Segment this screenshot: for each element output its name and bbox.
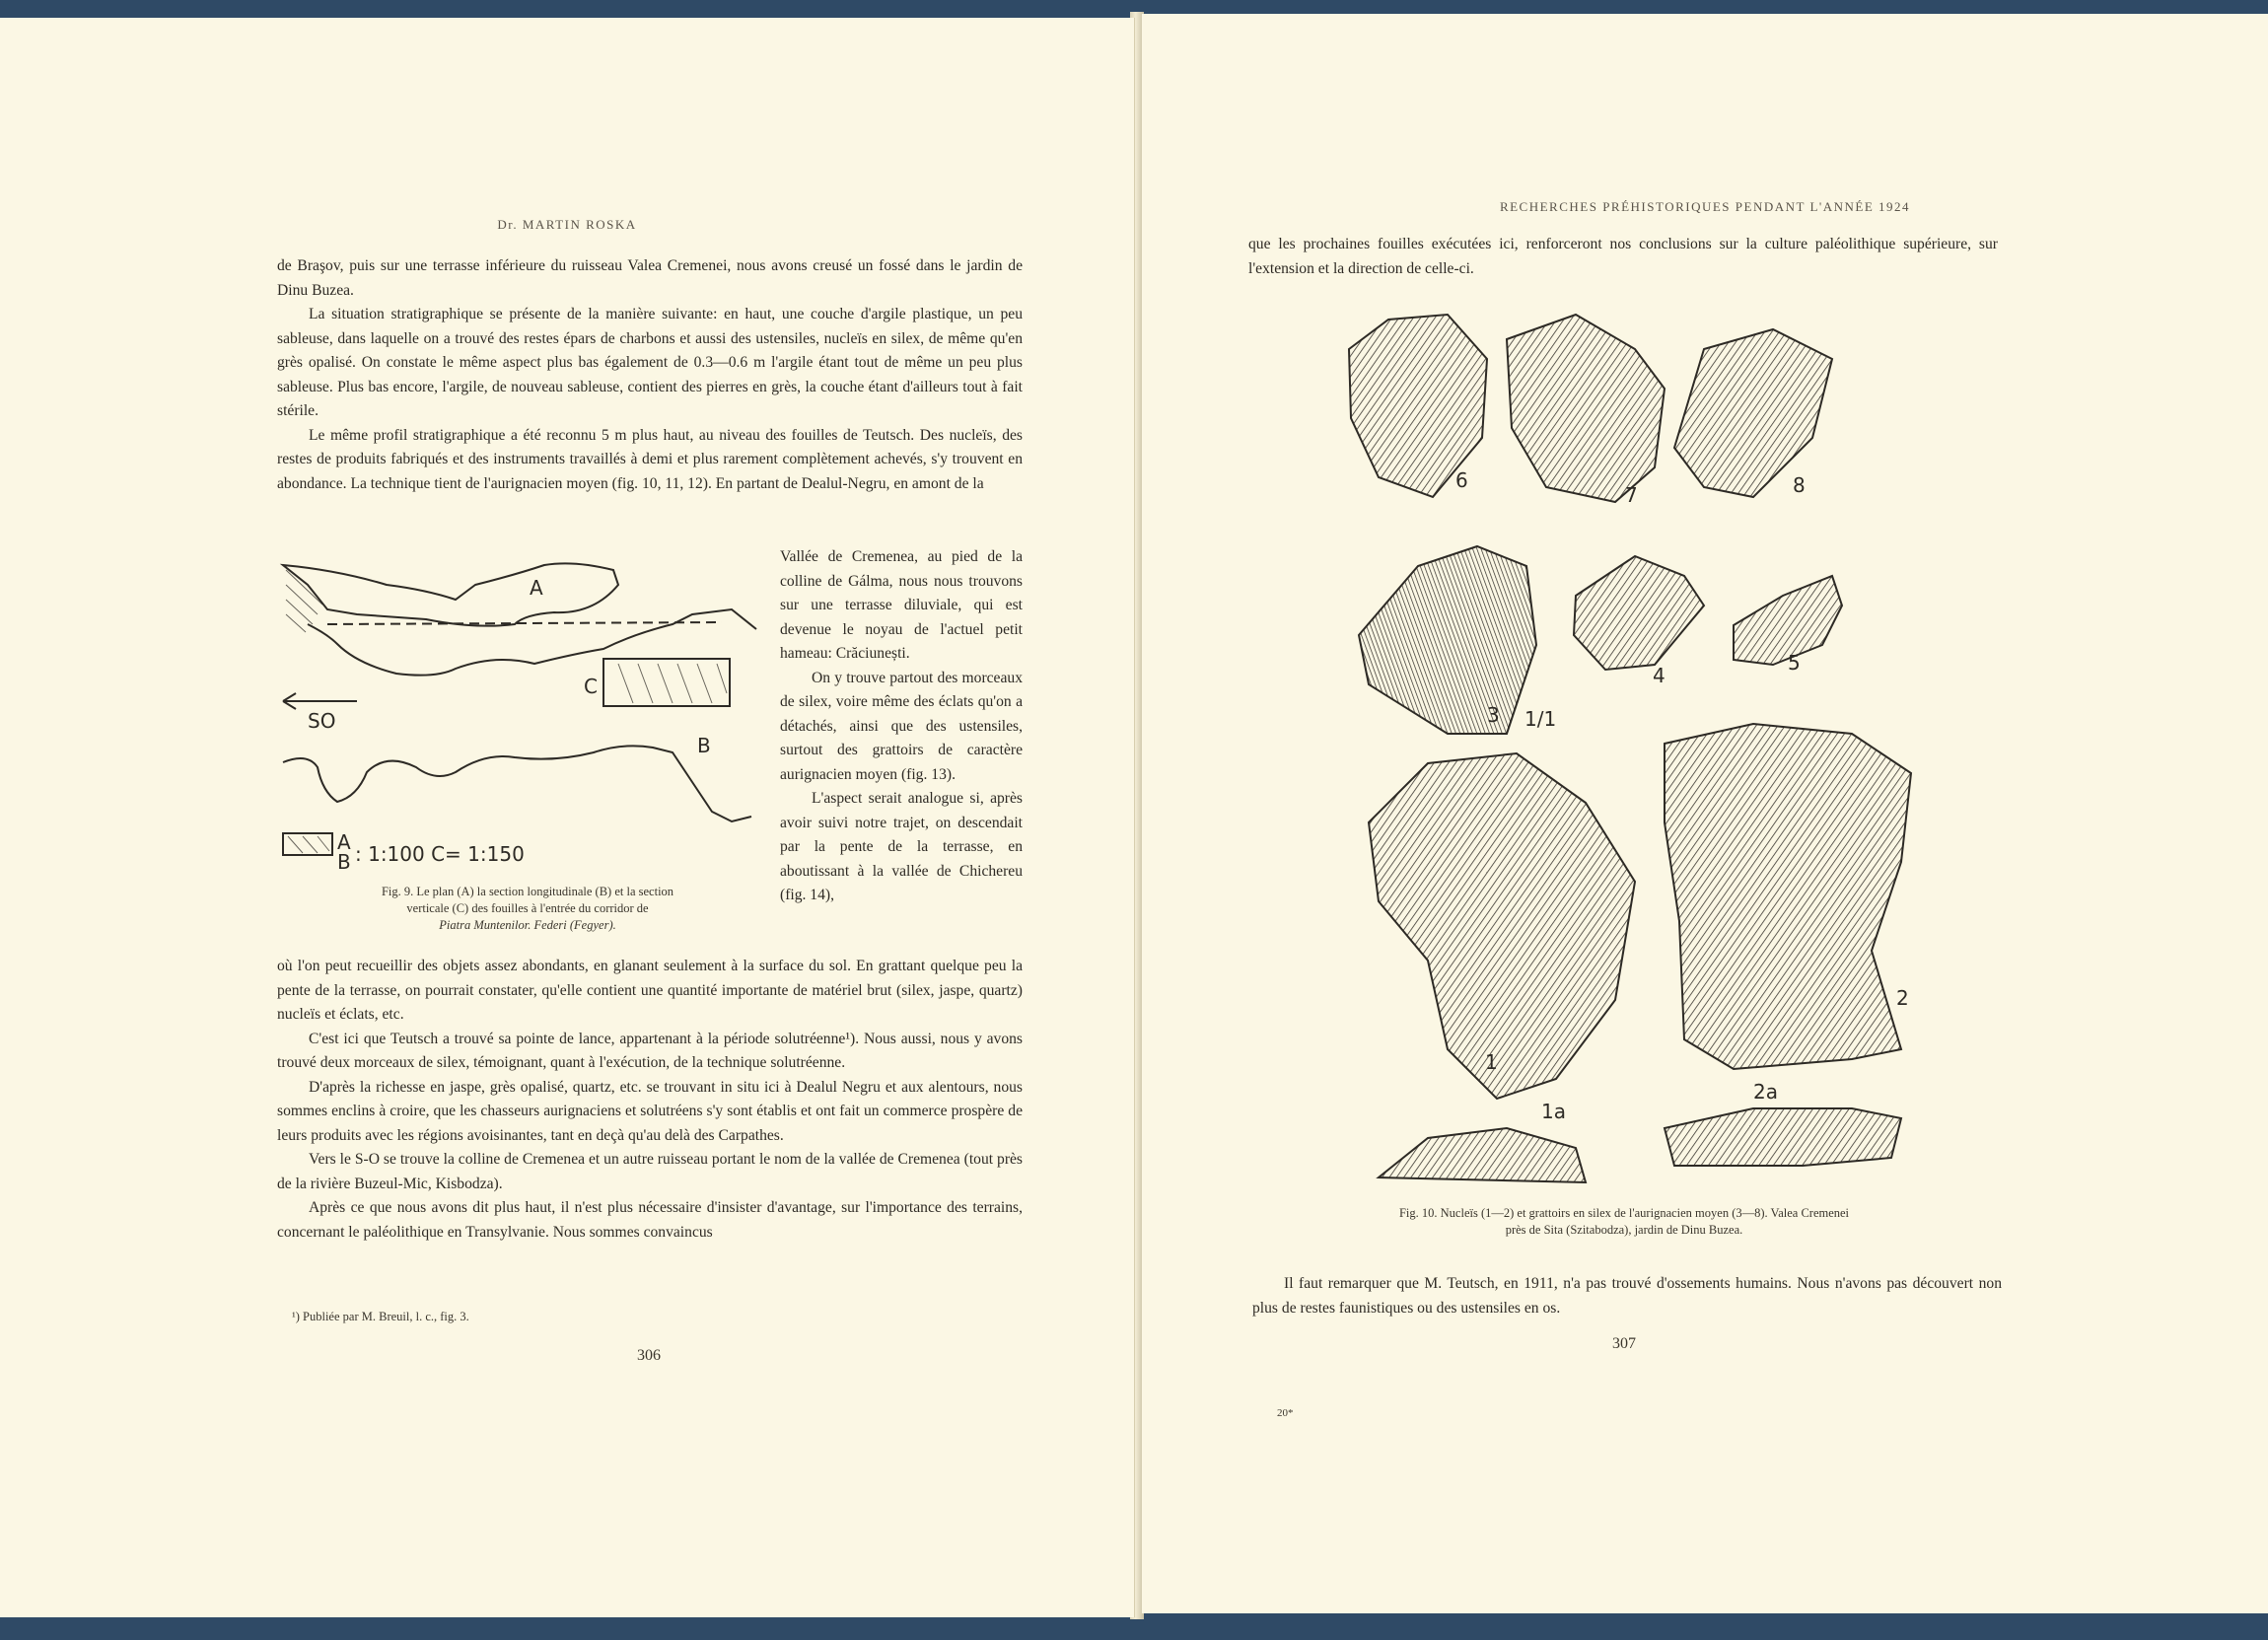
fig9-scale-b: B bbox=[337, 850, 351, 871]
page-number-left: 306 bbox=[637, 1347, 661, 1364]
fig9-label-so: SO bbox=[308, 709, 336, 733]
paragraph: Après ce que nous avons dit plus haut, il n'est plus nécessaire d'insister d'avantage, sur l'importance des terrains, concernant le paléolithique en Transylvanie. Nous sommes convaincus bbox=[277, 1199, 1023, 1241]
fig9-label-b: B bbox=[697, 734, 711, 757]
plan-outline-top bbox=[283, 563, 618, 625]
fig10-label: 2a bbox=[1753, 1080, 1778, 1104]
left-page bbox=[0, 18, 1135, 1617]
fig9-scale-text: : 1:100 C= 1:150 bbox=[355, 842, 525, 866]
caption-line: près de Sita (Szitabodza), jardin de Dinu Buzea. bbox=[1505, 1223, 1743, 1237]
caption-line: Fig. 10. Nucleïs (1—2) et grattoirs en silex de l'aurignacien moyen (3—8). Valea Cremenei bbox=[1398, 1206, 1850, 1220]
fig9-scale-a: A bbox=[337, 830, 351, 854]
fig10-label: 6 bbox=[1455, 468, 1468, 492]
right-page bbox=[1142, 14, 2268, 1613]
flint-1 bbox=[1369, 753, 1635, 1099]
running-head-left: Dr. MARTIN ROSKA bbox=[497, 217, 637, 232]
plan-outline-bottom bbox=[308, 609, 756, 676]
paragraph: Le même profil stratigraphique a été reconnu 5 m plus haut, au niveau des fouilles de Teutsch. Des nucleïs, des restes de produits fabriqués et des instruments travaillés à demi et plus rarement complètement achevés, s'y trouvent en abondance. La technique tient de l'aurignacien moyen (fig. 10, 11, 12). En partant de Dealul-Negru, en amont de la bbox=[277, 426, 1023, 492]
running-head-right: RECHERCHES PRÉHISTORIQUES PENDANT L'ANNÉE 1924 bbox=[1499, 199, 1911, 214]
flint-2 bbox=[1665, 724, 1911, 1069]
section-b-outline bbox=[283, 746, 751, 821]
scale-box bbox=[283, 833, 332, 855]
fig9-label-a: A bbox=[530, 576, 543, 600]
fig9-caption bbox=[306, 884, 749, 934]
right-body-bottom bbox=[1252, 1272, 2002, 1320]
left-body-bottom bbox=[277, 955, 1023, 1245]
paragraph: C'est ici que Teutsch a trouvé sa pointe de lance, appartenant à la période solutréenne¹). Nous aussi, nous y avons trouvé deux morceaux de silex, témoignant, quant à l'exécution, de la technique solutréenne. bbox=[277, 1030, 1023, 1071]
caption-line: Fig. 9. Le plan (A) la section longitudinale (B) et la section bbox=[381, 885, 674, 898]
right-body-top bbox=[1248, 233, 1998, 281]
signature-mark: 20* bbox=[1277, 1407, 1294, 1419]
flint-3 bbox=[1359, 546, 1536, 734]
paragraph: Vallée de Cremenea, au pied de la colline de Gálma, nous nous trouvons sur une terrasse diluviale, qui est devenue le noyau de l'actuel petit hameau: Crăciunești. bbox=[780, 548, 1023, 662]
fig10-caption bbox=[1250, 1205, 1998, 1239]
left-side-column bbox=[780, 545, 1023, 908]
paragraph: L'aspect serait analogue si, après avoir suivi notre trajet, on descendait par la pente de la terrasse, en aboutissant à la vallée de Chichereu (fig. 14), bbox=[780, 790, 1023, 903]
fig9-section-drawing bbox=[278, 555, 771, 871]
paragraph: Il faut remarquer que M. Teutsch, en 1911, n'a pas trouvé d'ossements humains. Nous n'avons pas découvert non plus de restes faunistiques ou des ustensiles en os. bbox=[1252, 1275, 2002, 1317]
fig10-label: 2 bbox=[1896, 986, 1909, 1010]
page-number-right: 307 bbox=[1612, 1335, 1636, 1352]
fig10-label: 4 bbox=[1653, 664, 1666, 687]
fig10-label: 7 bbox=[1625, 483, 1638, 507]
fig10-flint-drawings bbox=[1339, 310, 2089, 1197]
paragraph: On y trouve partout des morceaux de silex, voire même des éclats qu'on a détachés, ainsi que des ustensiles, surtout des grattoirs de caractère aurignacien moyen (fig. 13). bbox=[780, 669, 1023, 783]
fig10-label: 1 bbox=[1485, 1050, 1498, 1074]
fig9-label-c: C bbox=[584, 675, 598, 698]
paragraph: D'après la richesse en jaspe, grès opalisé, quartz, etc. se trouvant in situ ici à Dealul Negru et aux alentours, nous sommes enclins à croire, que les chasseurs aurignaciens et solutréens s'y sont établis et ont fait un commerce prospère de leurs produits avec les régions avoisinantes, tant en deçà qu'au delà des Carpathes. bbox=[277, 1078, 1023, 1144]
flint-2a bbox=[1665, 1108, 1901, 1166]
flint-1a bbox=[1379, 1128, 1586, 1182]
fig10-label: 5 bbox=[1788, 651, 1801, 675]
fig10-label: 1a bbox=[1541, 1100, 1566, 1123]
caption-line: verticale (C) des fouilles à l'entrée du corridor de bbox=[406, 901, 649, 915]
paragraph: que les prochaines fouilles exécutées ici, renforceront nos conclusions sur la culture paléolithique supérieure, sur l'extension et la direction de celle-ci. bbox=[1248, 236, 1998, 277]
paragraph: Vers le S-O se trouve la colline de Cremenea et un autre ruisseau portant le nom de la vallée de Cremenea (tout près de la rivière Buzeul-Mic, Kisbodza). bbox=[277, 1151, 1023, 1192]
flint-7 bbox=[1507, 315, 1665, 502]
left-body-top bbox=[277, 254, 1023, 496]
fig10-label: 3 bbox=[1487, 703, 1500, 727]
flint-4 bbox=[1574, 556, 1704, 670]
paragraph: de Braşov, puis sur une terrasse inférieure du ruisseau Valea Cremenei, nous avons creusé un fossé dans le jardin de Dinu Buzea. bbox=[277, 257, 1023, 299]
paragraph: La situation stratigraphique se présente de la manière suivante: en haut, une couche d'argile plastique, un peu sableuse, dans laquelle on a trouvé des restes épars de charbons et aussi des ustensiles, nucleïs en silex, de même qu'en grès opalisé. On constate le même aspect plus bas également de 0.3—0.6 m l'argile étant tout de même un peu plus sableuse. Plus bas encore, l'argile, de nouveau sableuse, contient des pierres en grès, la couche étant d'ailleurs tout à fait stérile. bbox=[277, 306, 1023, 419]
fig10-label: 1/1 bbox=[1524, 707, 1557, 731]
flint-8 bbox=[1674, 329, 1832, 497]
paragraph: où l'on peut recueillir des objets assez abondants, en glanant seulement à la surface du sol. En grattant quelque peu la pente de la terrasse, on pourrait constater, qu'elle contient une quantité importante de matériel brut (silex, jaspe, quartz) nucleïs et éclats, etc. bbox=[277, 958, 1023, 1023]
caption-line: Piatra Muntenilor. Federi (Fegyer). bbox=[439, 918, 616, 932]
footnote: ¹) Publiée par M. Breuil, l. c., fig. 3. bbox=[292, 1310, 469, 1323]
fig10-label: 8 bbox=[1793, 473, 1806, 497]
